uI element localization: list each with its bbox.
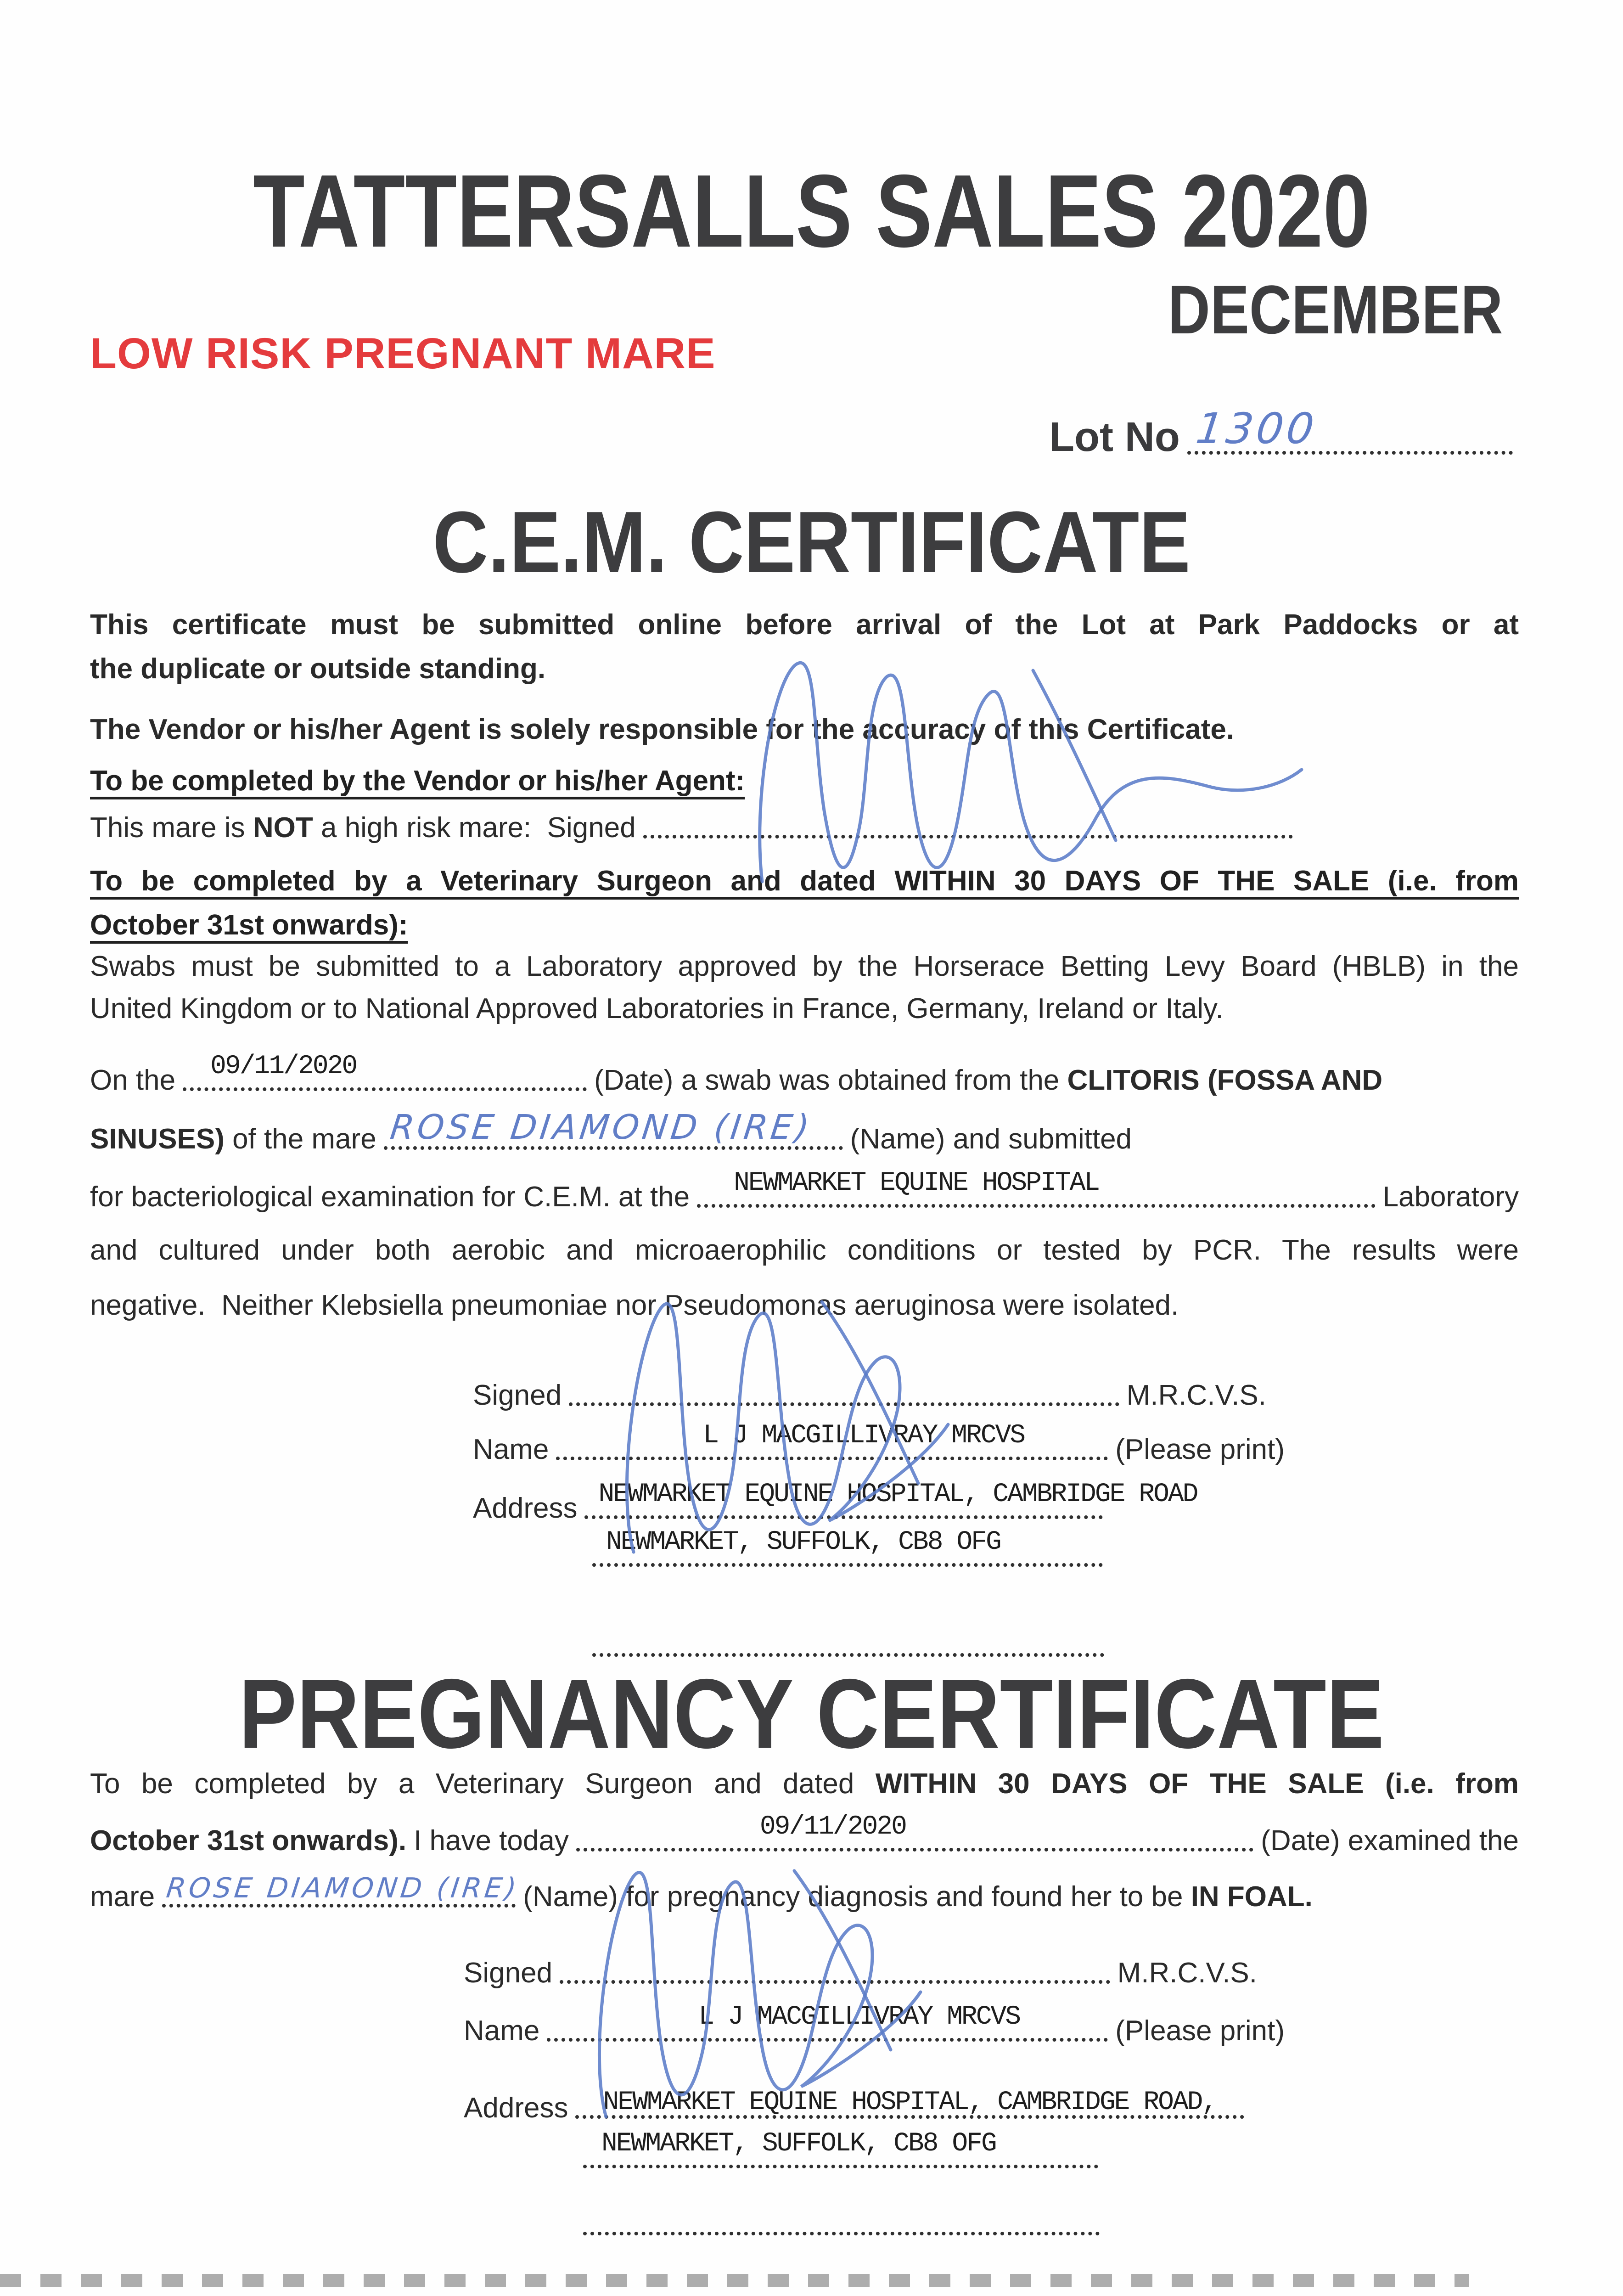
preg-mrcvs-label: M.R.C.V.S.: [1117, 1957, 1257, 1989]
cem-title-text: C.E.M. CERTIFICATE: [432, 494, 1191, 591]
laboratory-line: [90, 1168, 1519, 1213]
scan-artifact-strip: [0, 2274, 1469, 2287]
preg-vet-name-value: L J MACGILLIVRAY MRCVS: [698, 2002, 1020, 2032]
swabs-line2: United Kingdom or to National Approved Laboratories in France, Germany, Ireland or Italy.: [90, 993, 1224, 1024]
swab-date-value: 09/11/2020: [210, 1052, 357, 1081]
lot-number-dots: [1187, 404, 1513, 455]
pregnancy-title-text: PREGNANCY CERTIFICATE: [239, 1658, 1384, 1769]
pregnancy-line1-pre: To be completed by a Veterinary Surgeon and dated: [90, 1768, 876, 1800]
pregnancy-line1-bold: WITHIN 30 DAYS OF THE SALE (i.e. from: [875, 1768, 1519, 1800]
cem-name-line: [473, 1421, 1285, 1466]
laboratory-post: Laboratory: [1382, 1181, 1519, 1213]
swabs-line1: Swabs must be submitted to a Laboratory approved by the Horserace Betting Levy Board (HBLB) in the: [90, 951, 1519, 982]
exam-date-mid: I have today: [414, 1825, 569, 1857]
sinuses-bold: SINUSES): [90, 1123, 225, 1155]
vendor-signature: [748, 634, 1318, 891]
cem-empty-dots: [592, 1653, 1104, 1657]
preg-address2-dots: [583, 2129, 1098, 2168]
preg-name-label: Name: [464, 2015, 540, 2047]
swab-clitoris-bold: CLITORIS (FOSSA AND: [1067, 1064, 1383, 1097]
exam-date-post: (Date) examined the: [1261, 1825, 1519, 1857]
preg-address-value1: NEWMARKET EQUINE HOSPITAL, CAMBRIDGE ROAD,: [603, 2088, 1217, 2117]
cem-signed-label: Signed: [473, 1379, 562, 1412]
lot-number-line: [1049, 404, 1513, 459]
pregnancy-title: [0, 1657, 1623, 1771]
preg-address-value2: NEWMARKET, SUFFOLK, CB8 OFG: [601, 2129, 996, 2159]
cem-name-label: Name: [473, 1434, 549, 1466]
cem-notice2: The Vendor or his/her Agent is solely responsible for the accuracy of this Certificate.: [90, 714, 1235, 745]
mare-name-line: [90, 1108, 1519, 1155]
diagnosis-mid: (Name) for pregnancy diagnosis and found her to be: [523, 1881, 1191, 1913]
preg-please-print: (Please print): [1115, 2015, 1285, 2047]
pregnancy-line1: [90, 1769, 1519, 1799]
laboratory-pre: for bacteriological examination for C.E.M. at the: [90, 1181, 690, 1213]
preg-name-dots: [547, 2002, 1108, 2042]
laboratory-dots: [697, 1168, 1376, 1208]
mare-name-post: (Name) and submitted: [850, 1123, 1132, 1155]
page-title-text: TATTERSALLS SALES 2020: [253, 153, 1370, 269]
cem-address-value1: NEWMARKET EQUINE HOSPITAL, CAMBRIDGE ROAD: [598, 1480, 1197, 1509]
cultured-line: and cultured under both aerobic and microaerophilic conditions or tested by PCR. The results were: [90, 1234, 1519, 1266]
preg-signed-label: Signed: [464, 1957, 553, 1989]
exam-date-bold: October 31st onwards).: [90, 1825, 407, 1857]
diagnosis-pre: mare: [90, 1881, 155, 1913]
cem-notice1-line1: This certificate must be submitted online before arrival of the Lot at Park Paddocks or at: [90, 609, 1519, 641]
vendor-section-heading: To be completed by the Vendor or his/her Agent:: [90, 765, 745, 797]
negative-line: negative. Neither Klebsiella pneumoniae nor Pseudomonas aeruginosa were isolated.: [90, 1289, 1179, 1321]
cem-signed-dots: [569, 1397, 1119, 1406]
swab-date-line: [90, 1052, 1519, 1097]
cem-address-dots: [584, 1480, 1197, 1519]
lot-number-label: Lot No: [1049, 414, 1180, 460]
preg-signed-dots: [560, 1975, 1110, 1984]
exam-date-value: 09/11/2020: [759, 1812, 906, 1842]
page-title: [0, 152, 1623, 270]
vet-section-heading-line2: October 31st onwards):: [90, 909, 408, 941]
preg-address2-line: [583, 2129, 1098, 2173]
mare-name-value: ROSE DIAMOND (IRE): [387, 1108, 814, 1147]
preg-empty-dots: [583, 2232, 1100, 2235]
exam-date-line: [90, 1812, 1519, 1857]
cem-address2-dots: [592, 1527, 1103, 1567]
high-risk-declaration-line: [90, 807, 1293, 843]
diagnosis-mare-value: ROSE DIAMOND (IRE): [164, 1872, 522, 1904]
swab-date-pre: On the: [90, 1064, 176, 1097]
preg-name-line: [464, 2002, 1285, 2047]
laboratory-value: NEWMARKET EQUINE HOSPITAL: [734, 1168, 1099, 1198]
declaration-post: a high risk mare: Signed: [313, 812, 636, 844]
cem-title: [0, 492, 1623, 592]
cem-address-label: Address: [473, 1492, 578, 1525]
sale-month: [1109, 270, 1503, 349]
cem-vet-name-value: L J MACGILLIVRAY MRCVS: [703, 1421, 1025, 1451]
mare-name-dots: [384, 1108, 843, 1150]
swab-date-dots: [183, 1052, 587, 1091]
risk-label: LOW RISK PREGNANT MARE: [90, 329, 716, 378]
diagnosis-mare-dots: [162, 1872, 522, 1908]
diagnosis-result: IN FOAL.: [1191, 1881, 1313, 1913]
sale-month-text: DECEMBER: [1168, 271, 1503, 348]
preg-address-line: [464, 2090, 1244, 2123]
cem-notice1-line2: the duplicate or outside standing.: [90, 653, 546, 685]
swab-date-post: (Date) a swab was obtained from the: [594, 1064, 1067, 1097]
vendor-signature-dots: [643, 829, 1293, 838]
declaration-not: NOT: [253, 812, 313, 844]
cem-signed-line: [473, 1378, 1266, 1411]
preg-address-label: Address: [464, 2092, 568, 2124]
preg-signed-line: [464, 1955, 1257, 1988]
cem-please-print: (Please print): [1115, 1434, 1285, 1466]
cem-address2-line: [592, 1527, 1103, 1571]
cem-mrcvs-label: M.R.C.V.S.: [1126, 1379, 1266, 1412]
vet-section-heading-line1: To be completed by a Veterinary Surgeon and dated WITHIN 30 DAYS OF THE SALE (i.e. from: [90, 865, 1519, 897]
diagnosis-line: [90, 1872, 1519, 1913]
exam-date-dots: [576, 1812, 1253, 1851]
cem-address-value2: NEWMARKET, SUFFOLK, CB8 OFG: [606, 1527, 1000, 1557]
cem-address-line: [473, 1480, 1197, 1525]
lot-number-value: 1300: [1193, 404, 1320, 453]
cem-name-dots: [556, 1421, 1108, 1460]
declaration-pre: This mare is: [90, 812, 253, 844]
mare-name-pre: of the mare: [224, 1123, 376, 1155]
preg-address-dots: [575, 2088, 1244, 2119]
